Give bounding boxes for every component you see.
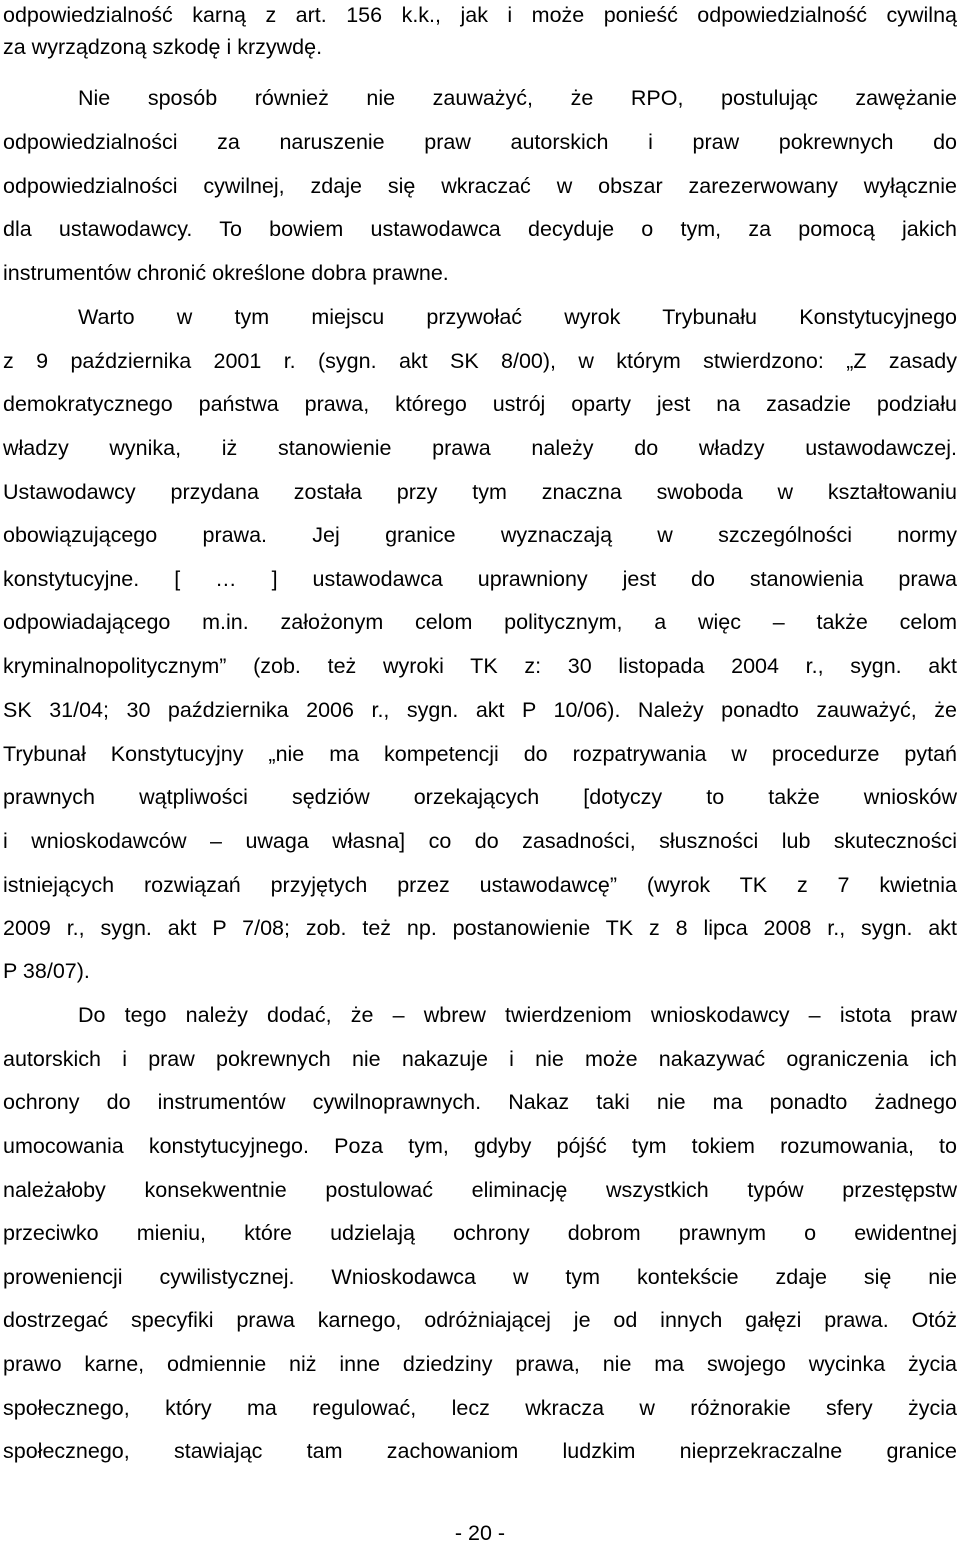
text-line: Warto w tym miejscu przywołać wyrok Trybunału Konstytucyjnego xyxy=(78,305,957,329)
text-line: demokratycznego państwa prawa, którego ustrój oparty jest na zasadzie podziału xyxy=(3,392,957,416)
text-line: prawnych wątpliwości sędziów orzekających [dotyczy to także wniosków xyxy=(3,785,957,809)
text-line: konstytucyjne. [ … ] ustawodawca uprawniony jest do stanowienia prawa xyxy=(3,567,957,591)
text-line: Do tego należy dodać, że – wbrew twierdzeniom wnioskodawcy – istota praw xyxy=(78,1003,957,1027)
text-line: Ustawodawcy przydana została przy tym znaczna swoboda w kształtowaniu xyxy=(3,480,957,504)
text-line: należałoby konsekwentnie postulować eliminację wszystkich typów przestępstw xyxy=(3,1178,957,1202)
text-line: instrumentów chronić określone dobra prawne. xyxy=(3,261,449,285)
text-line: odpowiadającego m.in. założonym celom politycznym, a więc – także celom xyxy=(3,610,957,634)
text-line: z 9 października 2001 r. (sygn. akt SK 8/00), w którym stwierdzono: „Z zasady xyxy=(3,349,957,373)
text-line: kryminalnopolitycznym” (zob. też wyroki TK z: 30 listopada 2004 r., sygn. akt xyxy=(3,654,957,678)
text-line: dla ustawodawcy. To bowiem ustawodawca decyduje o tym, za pomocą jakich xyxy=(3,217,957,241)
page-number: - 20 - xyxy=(454,1521,506,1545)
text-line: ochrony do instrumentów cywilnoprawnych. Nakaz taki nie ma ponadto żadnego xyxy=(3,1090,957,1114)
text-line: umocowania konstytucyjnego. Poza tym, gdyby pójść tym tokiem rozumowania, to xyxy=(3,1134,957,1158)
text-line: odpowiedzialności cywilnej, zdaje się wkraczać w obszar zarezerwowany wyłącznie xyxy=(3,174,957,198)
text-line: 2009 r., sygn. akt P 7/08; zob. też np. postanowienie TK z 8 lipca 2008 r., sygn. akt xyxy=(3,916,957,940)
text-line: Nie sposób również nie zauważyć, że RPO, postulując zawężanie xyxy=(78,86,957,110)
text-line: SK 31/04; 30 października 2006 r., sygn. akt P 10/06). Należy ponadto zauważyć, że xyxy=(3,698,957,722)
text-line: istniejących rozwiązań przyjętych przez ustawodawcę” (wyrok TK z 7 kwietnia xyxy=(3,873,957,897)
text-line: prawo karne, odmiennie niż inne dziedziny prawa, nie ma swojego wycinka życia xyxy=(3,1352,957,1376)
text-line: za wyrządzoną szkodę i krzywdę. xyxy=(3,35,323,59)
text-line: obowiązującego prawa. Jej granice wyznaczają w szczególności normy xyxy=(3,523,957,547)
text-line: przeciwko mieniu, które udzielają ochrony dobrom prawnym o ewidentnej xyxy=(3,1221,957,1245)
text-line: odpowiedzialność karną z art. 156 k.k., jak i może ponieść odpowiedzialność cywilną xyxy=(3,3,957,27)
text-line: dostrzegać specyfiki prawa karnego, odróżniającej je od innych gałęzi prawa. Otóż xyxy=(3,1308,957,1332)
text-line: proweniencji cywilistycznej. Wnioskodawca w tym kontekście zdaje się nie xyxy=(3,1265,957,1289)
text-line: społecznego, stawiając tam zachowaniom ludzkim nieprzekraczalne granice xyxy=(3,1439,957,1463)
text-line: społecznego, który ma regulować, lecz wkracza w różnorakie sfery życia xyxy=(3,1396,957,1420)
text-line: i wnioskodawców – uwaga własna] co do zasadności, słuszności lub skuteczności xyxy=(3,829,957,853)
text-line: autorskich i praw pokrewnych nie nakazuje i nie może nakazywać ograniczenia ich xyxy=(3,1047,957,1071)
text-line: władzy wynika, iż stanowienie prawa należy do władzy ustawodawczej. xyxy=(3,436,957,460)
text-line: P 38/07). xyxy=(3,959,90,983)
text-line: Trybunał Konstytucyjny „nie ma kompetencji do rozpatrywania w procedurze pytań xyxy=(3,742,957,766)
text-line: odpowiedzialności za naruszenie praw autorskich i praw pokrewnych do xyxy=(3,130,957,154)
